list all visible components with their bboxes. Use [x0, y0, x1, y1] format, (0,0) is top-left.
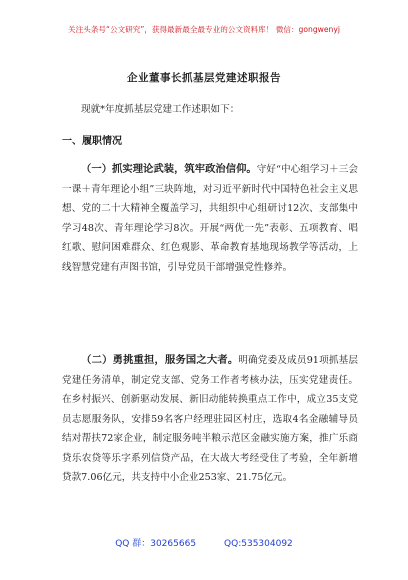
footer-qq: QQ:535304092 — [224, 539, 293, 549]
intro-paragraph — [62, 100, 358, 120]
section-heading: 一、履职情况 — [62, 136, 122, 147]
header-banner: 关注头条号“公文研究”，获得最新最全最专业的公文资料库！ 微信：gongwenyj — [68, 25, 340, 34]
document-title: 企业董事长抓基层党建述职报告 — [127, 72, 281, 84]
paragraph-1-lead: （一）抓实理论武装，筑牢政治信仰。 — [81, 163, 257, 175]
footer-qq-group: QQ 群：30265665 — [115, 539, 197, 549]
paragraph-1-body: 守好“中心组学习＋三会一课＋青年理论小组”三块阵地，对习近平新时代中国特色社会主义思想、党的二十大精神全覆盖学习，共组织中心组研讨12次、支部集中学习48次、青年理论学习8次。开展“两优一先”表彰、五项教育、唱红歌、慰问困难群众、红色观影、革命教育基地现场教学等活动，上线智慧党建有声图书馆，引导党员干部增强党性修养。 — [62, 164, 359, 273]
footer — [0, 536, 408, 549]
paragraph-1 — [62, 160, 358, 277]
paragraph-2-body: 明确党委及成员91项抓基层党建任务清单，制定党支部、党务工作者考核办法，压实党建责任。在乡村振兴、创新驱动发展、新旧动能转换重点工作中，成立35支党员志愿服务队，安排59名客户经理驻园区村庄，选取4名金融辅导员结对帮扶72家企业，制定服务吨半粮示范区金融实施方案，推广乐商贷乐农贷等乐字系列信贷产品，在大战大考经受住了考验，全年新增贷款7.06亿元，共支持中小企业253家、21.75亿元。 — [62, 355, 358, 483]
paragraph-2-lead: （二）勇挑重担，服务国之大者。 — [81, 354, 239, 366]
paragraph-2 — [62, 351, 358, 488]
intro-text: 现就*年度抓基层党建工作述职如下： — [81, 104, 240, 115]
